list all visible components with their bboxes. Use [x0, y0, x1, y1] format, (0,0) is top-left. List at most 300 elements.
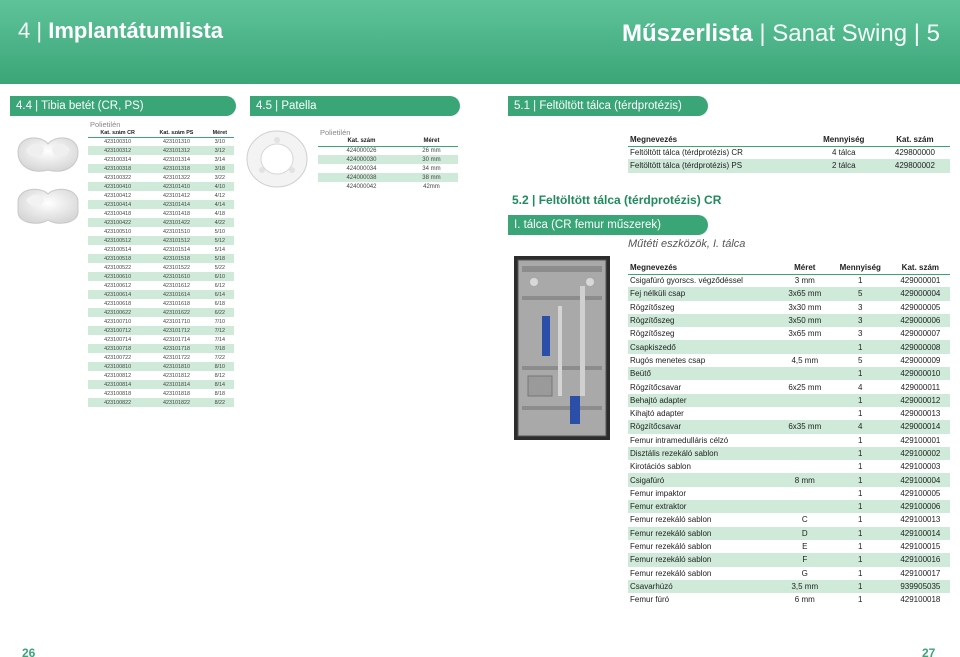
- chapter-number: 4: [18, 18, 31, 43]
- table-row: [628, 394, 950, 407]
- table-row: [628, 593, 950, 606]
- table-row: [88, 182, 234, 191]
- table-cell: Rögzítőcsavar: [628, 420, 780, 433]
- table-cell: 423101622: [147, 308, 205, 317]
- patella-table: [318, 137, 458, 191]
- table-cell: Rögzítőszeg: [630, 329, 675, 339]
- table-cell: 6x25 mm: [788, 382, 822, 392]
- table-row: [628, 146, 950, 159]
- table-row: [88, 209, 234, 218]
- table-row: [88, 380, 234, 389]
- table-cell: 423100322: [104, 174, 132, 181]
- table-cell: 423101312: [147, 146, 205, 155]
- table-cell: [780, 460, 830, 473]
- table-cell: 6/18: [214, 300, 226, 307]
- table-row: [88, 263, 234, 272]
- table-row: [318, 164, 458, 173]
- table-cell: Csigafúró: [628, 473, 780, 486]
- table-cell: 423101710: [162, 318, 190, 325]
- table-cell: 423101518: [147, 254, 205, 263]
- table-row: [628, 327, 950, 340]
- table-row: [88, 236, 234, 245]
- table-cell: 429100003: [900, 462, 941, 472]
- table-cell: [780, 367, 830, 380]
- table-cell: 423100422: [88, 218, 147, 227]
- table-cell: 423101418: [162, 210, 190, 217]
- table-cell: 429100006: [891, 500, 950, 513]
- table-cell: 423100710: [104, 318, 132, 325]
- table-row: [88, 155, 234, 164]
- table-cell: 429000009: [900, 355, 941, 365]
- table-cell: 429000005: [900, 302, 941, 312]
- table-cell: 5: [858, 355, 863, 365]
- table-cell: 423101822: [147, 398, 205, 407]
- table-cell: [780, 407, 830, 420]
- table-row: [318, 173, 458, 182]
- table-cell: 3/14: [214, 156, 226, 163]
- table-cell: Feltöltött tálca (térdprotézis) PS: [628, 159, 808, 172]
- table-cell: 429000008: [891, 340, 950, 353]
- table-row: [628, 287, 950, 300]
- table-cell: 423101514: [162, 246, 190, 253]
- table-cell: 3x65 mm: [780, 287, 830, 300]
- table-cell: 3: [858, 302, 863, 312]
- title-separator: |: [759, 20, 766, 47]
- table-cell: Femur rezekáló sablon: [630, 542, 712, 552]
- table-cell: 424000042: [346, 183, 377, 190]
- table-cell: 423100410: [88, 182, 147, 191]
- table-cell: 429100017: [900, 568, 941, 578]
- table-row: [88, 398, 234, 407]
- patella-material-label: Polietilén: [320, 128, 351, 137]
- table-row: [88, 245, 234, 254]
- table-cell: Femur rezekáló sablon: [630, 568, 712, 578]
- table-cell: 1: [830, 527, 891, 540]
- table-cell: 1: [830, 500, 891, 513]
- table-cell: 30 mm: [405, 155, 458, 164]
- left-page-title: [18, 18, 223, 44]
- table-cell: 429100005: [900, 488, 941, 498]
- col-header: Mennyiség: [808, 133, 880, 146]
- table-cell: Femur rezekáló sablon: [630, 515, 712, 525]
- table-cell: 1: [830, 447, 891, 460]
- table-cell: E: [802, 542, 808, 552]
- table-cell: 429000011: [900, 382, 941, 392]
- table-cell: Rugós menetes csap: [630, 355, 706, 365]
- table-row: [88, 317, 234, 326]
- table-row: [628, 340, 950, 353]
- table-cell: F: [780, 553, 830, 566]
- table-cell: 423101422: [147, 218, 205, 227]
- table-row: [88, 173, 234, 182]
- table-row: [628, 314, 950, 327]
- table-cell: 1: [858, 568, 863, 578]
- table-row: [628, 447, 950, 460]
- table-cell: 423100718: [88, 344, 147, 353]
- table-row: [88, 218, 234, 227]
- table-cell: 5/10: [214, 228, 226, 235]
- table-cell: 3/18: [206, 164, 234, 173]
- table-cell: 423101718: [147, 344, 205, 353]
- table-cell: 429100001: [900, 435, 941, 445]
- table-row: [88, 290, 234, 299]
- table-cell: 423101818: [162, 390, 190, 397]
- table-row: [628, 407, 950, 420]
- col-header: Méret: [206, 129, 234, 137]
- table-cell: 7/18: [206, 344, 234, 353]
- table-row: [88, 308, 234, 317]
- table-cell: 34 mm: [422, 165, 441, 172]
- table-cell: 423101322: [162, 174, 190, 181]
- table-cell: 6 mm: [794, 595, 815, 605]
- table-cell: 423101318: [147, 164, 205, 173]
- table-cell: 3x30 mm: [788, 302, 822, 312]
- table-row: [88, 272, 234, 281]
- table-cell: 429000014: [891, 420, 950, 433]
- table-cell: 8/22: [206, 398, 234, 407]
- table-cell: 429000006: [891, 314, 950, 327]
- table-cell: Fej nélküli csap: [628, 287, 780, 300]
- table-cell: 429800000: [894, 148, 935, 158]
- table-cell: 6/14: [206, 290, 234, 299]
- table-cell: 5/12: [206, 236, 234, 245]
- table-row: [628, 513, 950, 526]
- table-cell: Rögzítőcsavar: [630, 382, 682, 392]
- table-cell: 423100618: [104, 300, 132, 307]
- table-row: [628, 367, 950, 380]
- table-cell: 424000038: [318, 173, 405, 182]
- table-cell: 3x65 mm: [788, 329, 822, 339]
- table-row: [628, 420, 950, 433]
- table-cell: 5: [830, 287, 891, 300]
- table-cell: 424000034: [346, 165, 377, 172]
- table-cell: 3x50 mm: [780, 314, 830, 327]
- table-cell: 423100522: [104, 264, 132, 271]
- table-row: [628, 527, 950, 540]
- table-cell: 423101412: [162, 192, 190, 199]
- table-cell: 4/12: [214, 192, 226, 199]
- table-cell: 423100418: [104, 210, 132, 217]
- section-tibia-bar: [10, 96, 236, 116]
- table-cell: 3/12: [206, 146, 234, 155]
- table-cell: 7/22: [214, 354, 226, 361]
- table-cell: 423101722: [162, 354, 190, 361]
- table-row: [628, 380, 950, 393]
- col-header: Kat. szám PS: [147, 129, 205, 137]
- table-cell: 5/18: [206, 254, 234, 263]
- table-cell: 423100510: [104, 228, 132, 235]
- table-cell: Csavarhúzó: [628, 580, 780, 593]
- table-row: [88, 299, 234, 308]
- table-cell: Femur impaktor: [630, 488, 687, 498]
- section-filled-cr-heading: 5.2 | Feltöltött tálca (térdprotézis) CR: [512, 193, 722, 207]
- table-cell: 429000012: [891, 394, 950, 407]
- table-cell: 4/10: [206, 182, 234, 191]
- table-cell: 2 tálca: [808, 159, 880, 172]
- table-cell: 42mm: [423, 183, 440, 190]
- table-cell: 1: [858, 409, 863, 419]
- table-cell: 423101314: [162, 156, 190, 163]
- table-row: [628, 500, 950, 513]
- table-cell: 8/10: [206, 362, 234, 371]
- table-row: [88, 371, 234, 380]
- section-filled-label: 5.1 | Feltöltött tálca (térdprotézis): [514, 100, 682, 112]
- table-cell: 423101410: [147, 182, 205, 191]
- table-cell: 423100412: [104, 192, 132, 199]
- table-cell: 423100722: [104, 354, 132, 361]
- table-cell: 1: [858, 595, 863, 605]
- table-cell: 429000010: [891, 367, 950, 380]
- table-cell: 423100622: [88, 308, 147, 317]
- table-cell: 939905035: [891, 580, 950, 593]
- tibia-insert-image: [12, 128, 84, 236]
- page-number-left: 26: [22, 646, 36, 657]
- table-cell: [780, 500, 830, 513]
- table-cell: 423101512: [147, 236, 205, 245]
- table-row: [628, 434, 950, 447]
- table-cell: 1: [858, 488, 863, 498]
- table-cell: Behajtó adapter: [628, 394, 780, 407]
- col-header: Méret: [405, 137, 458, 146]
- table-cell: 1: [858, 462, 863, 472]
- table-cell: 429100015: [900, 542, 941, 552]
- table-cell: G: [801, 568, 808, 578]
- table-cell: 423100614: [88, 290, 147, 299]
- table-cell: 8/14: [206, 380, 234, 389]
- table-cell: 7/10: [214, 318, 226, 325]
- title-separator: |: [36, 18, 43, 43]
- right-page-title: [622, 20, 940, 48]
- table-cell: 38 mm: [405, 173, 458, 182]
- table-cell: 6/22: [206, 308, 234, 317]
- table-cell: 429800002: [880, 159, 950, 172]
- table-cell: [780, 340, 830, 353]
- table-cell: 423101618: [162, 300, 190, 307]
- table-cell: 4,5 mm: [791, 355, 819, 365]
- table-cell: Femur extraktor: [628, 500, 780, 513]
- table-cell: Kirotációs sablon: [630, 462, 691, 472]
- table-cell: 6/10: [206, 272, 234, 281]
- table-cell: 7/14: [214, 336, 226, 343]
- patella-image: [244, 128, 310, 190]
- table-cell: 1: [830, 553, 891, 566]
- section-filled-bar: [508, 96, 708, 116]
- table-row: [88, 335, 234, 344]
- table-row: [318, 155, 458, 164]
- table-cell: 423100314: [104, 156, 132, 163]
- table-row: [88, 146, 234, 155]
- table-cell: Femur rezekáló sablon: [628, 553, 780, 566]
- tibia-table: [88, 129, 234, 407]
- table-row: [628, 473, 950, 486]
- section-tibia-label: 4.4 | Tibia betét (CR, PS): [16, 100, 144, 112]
- table-cell: 6x35 mm: [780, 420, 830, 433]
- table-cell: 4: [858, 382, 863, 392]
- table-cell: 423101610: [147, 272, 205, 281]
- table-cell: 5/14: [214, 246, 226, 253]
- table-cell: 1: [858, 542, 863, 552]
- table-cell: 3,5 mm: [780, 580, 830, 593]
- table-cell: 1: [830, 580, 891, 593]
- table-cell: 423100414: [88, 200, 147, 209]
- table-cell: 423101510: [162, 228, 190, 235]
- table-cell: 1: [858, 276, 863, 286]
- table-row: [88, 137, 234, 146]
- table-cell: 429100013: [900, 515, 941, 525]
- table-cell: 3: [858, 329, 863, 339]
- table-cell: Rögzítőszeg: [630, 302, 675, 312]
- filled-tray-table: [628, 133, 950, 173]
- table-cell: 423101810: [147, 362, 205, 371]
- table-row: [628, 460, 950, 473]
- tray1-subtitle: Műtéti eszközök, I. tálca: [628, 238, 746, 250]
- col-header: Kat. szám CR: [88, 129, 147, 137]
- table-row: [628, 567, 950, 580]
- table-cell: [780, 394, 830, 407]
- table-cell: 3/22: [214, 174, 226, 181]
- table-cell: 1: [830, 367, 891, 380]
- table-cell: 429100004: [891, 473, 950, 486]
- product-name: Sanat Swing: [772, 20, 908, 47]
- table-cell: 429000004: [891, 287, 950, 300]
- section-patella-label: 4.5 | Patella: [256, 100, 317, 112]
- table-cell: 423100612: [104, 282, 132, 289]
- table-cell: 429100014: [891, 527, 950, 540]
- table-row: [88, 227, 234, 236]
- table-cell: 423100810: [88, 362, 147, 371]
- table-cell: Feltöltött tálca (térdprotézis) CR: [630, 148, 743, 158]
- table-row: [628, 487, 950, 500]
- table-cell: 424000030: [318, 155, 405, 164]
- col-header: Méret: [780, 261, 830, 274]
- table-cell: [780, 434, 830, 447]
- table-row: [318, 182, 458, 191]
- table-cell: [780, 447, 830, 460]
- table-row: [628, 354, 950, 367]
- table-cell: 423100514: [104, 246, 132, 253]
- table-row: [88, 326, 234, 335]
- table-cell: Rögzítőszeg: [628, 314, 780, 327]
- table-row: [88, 362, 234, 371]
- table-cell: 3 mm: [794, 276, 815, 286]
- chapter-number-right: 5: [926, 20, 940, 47]
- table-cell: Kihajtó adapter: [630, 409, 684, 419]
- table-row: [88, 200, 234, 209]
- table-cell: 423100822: [88, 398, 147, 407]
- table-cell: Femur intramedulláris célzó: [630, 435, 729, 445]
- table-cell: 424000026: [346, 147, 377, 154]
- table-row: [88, 164, 234, 173]
- table-row: [628, 580, 950, 593]
- table-cell: 8/18: [214, 390, 226, 397]
- table-cell: Femur rezekáló sablon: [628, 527, 780, 540]
- table-cell: 1: [830, 473, 891, 486]
- table-cell: 423100818: [104, 390, 132, 397]
- table-cell: Csapkiszedő: [628, 340, 780, 353]
- table-cell: Csigafúró gyorscs. végződéssel: [630, 276, 743, 286]
- table-row: [628, 159, 950, 172]
- table-cell: 429000001: [900, 276, 941, 286]
- table-cell: 3: [830, 314, 891, 327]
- table-cell: 4/18: [214, 210, 226, 217]
- table-cell: Disztális rezekáló sablon: [628, 447, 780, 460]
- table-row: [88, 344, 234, 353]
- col-header: Megnevezés: [628, 261, 780, 274]
- table-cell: 5/22: [214, 264, 226, 271]
- tray1-table: [628, 261, 950, 606]
- table-cell: 423100312: [88, 146, 147, 155]
- table-cell: 423100318: [88, 164, 147, 173]
- title-separator: |: [913, 20, 920, 47]
- table-cell: 3/10: [214, 138, 226, 145]
- table-cell: 1: [830, 394, 891, 407]
- table-cell: 423101714: [162, 336, 190, 343]
- section-patella-bar: [250, 96, 460, 116]
- header-banner: [0, 0, 960, 84]
- col-header: Kat. szám: [880, 133, 950, 146]
- table-cell: 4 tálca: [831, 148, 856, 158]
- table-cell: 429100016: [891, 553, 950, 566]
- table-cell: 423100714: [104, 336, 132, 343]
- table-cell: 4/14: [206, 200, 234, 209]
- table-cell: 423101712: [147, 326, 205, 335]
- table-cell: 429100002: [891, 447, 950, 460]
- table-cell: Beütő: [628, 367, 780, 380]
- table-cell: D: [780, 527, 830, 540]
- table-row: [628, 540, 950, 553]
- table-cell: 6/12: [214, 282, 226, 289]
- table-cell: 423101814: [147, 380, 205, 389]
- chapter-title-right: Műszerlista: [622, 20, 753, 47]
- table-cell: 423101310: [162, 138, 190, 145]
- table-row: [88, 254, 234, 263]
- table-cell: 4: [830, 420, 891, 433]
- table-cell: 423100512: [88, 236, 147, 245]
- table-row: [88, 389, 234, 398]
- instrument-tray-image: [514, 256, 610, 440]
- table-row: [88, 353, 234, 362]
- table-cell: 423101812: [162, 372, 190, 379]
- table-cell: 7/12: [206, 326, 234, 335]
- table-cell: 423100518: [88, 254, 147, 263]
- col-header: Kat. szám: [318, 137, 405, 146]
- section-tray1-label: I. tálca (CR femur műszerek): [514, 219, 661, 231]
- table-row: [318, 146, 458, 155]
- section-tray1-bar: [508, 215, 708, 235]
- table-cell: 429000013: [900, 409, 941, 419]
- table-cell: 1: [858, 515, 863, 525]
- table-row: [88, 191, 234, 200]
- table-cell: 1: [830, 340, 891, 353]
- table-cell: 423101414: [147, 200, 205, 209]
- table-cell: 423101522: [162, 264, 190, 271]
- table-cell: 8/12: [214, 372, 226, 379]
- table-cell: 423100310: [104, 138, 132, 145]
- table-cell: [780, 487, 830, 500]
- table-cell: Femur fúró: [630, 595, 670, 605]
- table-cell: 8 mm: [780, 473, 830, 486]
- col-header: Megnevezés: [628, 133, 808, 146]
- table-cell: 423101614: [147, 290, 205, 299]
- table-cell: C: [801, 515, 808, 525]
- table-row: [628, 301, 950, 314]
- table-cell: 423100610: [88, 272, 147, 281]
- table-cell: 4/22: [206, 218, 234, 227]
- table-cell: 1: [858, 435, 863, 445]
- chapter-title: Implantátumlista: [48, 18, 224, 43]
- table-row: [628, 274, 950, 287]
- table-row: [88, 281, 234, 290]
